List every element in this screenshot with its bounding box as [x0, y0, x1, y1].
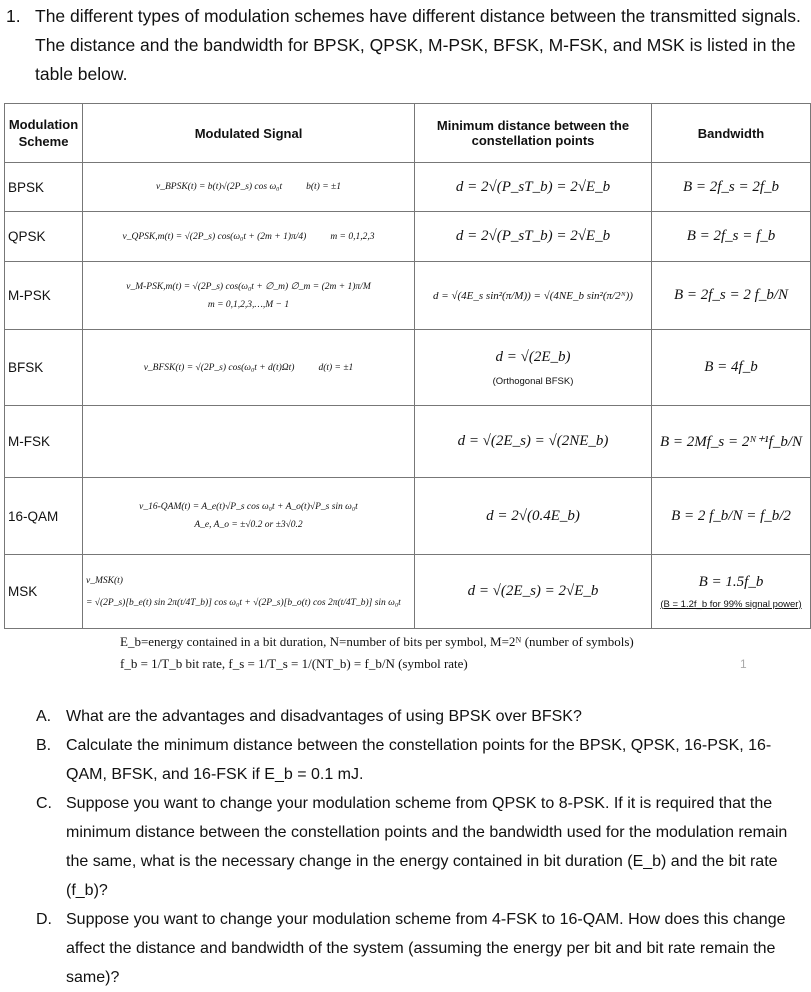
distance-cell: d = 2√(0.4E_b) [415, 478, 652, 555]
scheme-cell: BPSK [5, 163, 83, 212]
scheme-cell: MSK [5, 555, 83, 629]
distance-cell: d = 2√(P_sT_b) = 2√E_b [415, 212, 652, 262]
table-row-qpsk [5, 212, 811, 262]
distance-cell: d = √(4E_s sin²(π/M)) = √(4NE_b sin²(π/2ᴺ)) [415, 262, 652, 330]
question-letter: B. [36, 737, 52, 754]
bandwidth-cell: B = 2f_s = 2f_b [652, 163, 811, 212]
signal-formula: v_16-QAM(t) = A_e(t)√P_s cos ω₀t + A_o(t)√P_s sin ω₀t [139, 502, 358, 512]
header-scheme: Modulation Scheme [5, 104, 83, 163]
signal-aux: d(t) = ±1 [318, 362, 354, 373]
signal-cell [83, 330, 415, 406]
modulation-table [4, 103, 811, 629]
intro-text: The different types of modulation schemes have different distance between the transmitted signals. The distance and the bandwidth for BPSK, QPSK, M-PSK, BFSK, M-FSK, and MSK is listed in the table below. [35, 6, 801, 84]
signal-cell [83, 478, 415, 555]
signal-aux: m = 0,1,2,3,…,M − 1 [207, 299, 290, 310]
table-row-16qam [5, 478, 811, 555]
distance-cell: d = √(2E_s) = 2√E_b [415, 555, 652, 629]
scheme-cell: 16-QAM [5, 478, 83, 555]
header-bandwidth: Bandwidth [652, 104, 811, 163]
signal-formula: v_BPSK(t) = b(t)√(2P_s) cos ω₀t [156, 182, 283, 192]
distance-cell: d = √(2E_s) = √(2NE_b) [415, 406, 652, 478]
bandwidth-formula: B = 1.5f_b [698, 573, 764, 590]
distance-note: (Orthogonal BFSK) [492, 375, 574, 387]
question-text: What are the advantages and disadvantages of using BPSK over BFSK? [66, 708, 582, 725]
question-item [0, 731, 806, 789]
table-row-bpsk [5, 163, 811, 212]
bandwidth-cell: B = 2 f_b/N = f_b/2 [652, 478, 811, 555]
notes-line-2: f_b = 1/T_b bit rate, f_s = 1/T_s = 1/(NT_b) = f_b/N (symbol rate) [120, 656, 468, 671]
signal-formula: v_BFSK(t) = √(2P_s) cos(ω₀t + d(t)Ωt) [143, 362, 295, 373]
signal-aux: = √(2P_s)[b_e(t) sin 2π(t/4T_b)] cos ω₀t + √(2P_s)[b_o(t) cos 2π(t/4T_b)] sin ω₀t [86, 597, 401, 608]
scheme-cell: M-FSK [5, 406, 83, 478]
question-letter: A. [36, 708, 52, 725]
signal-cell [83, 555, 415, 629]
bandwidth-cell [652, 555, 811, 629]
signal-formula: v_QPSK,m(t) = √(2P_s) cos(ω₀t + (2m + 1)π/4) [122, 231, 307, 242]
signal-aux: A_e, A_o = ±√0.2 or ±3√0.2 [194, 520, 303, 530]
distance-cell [415, 330, 652, 406]
scheme-cell: QPSK [5, 212, 83, 262]
bandwidth-cell: B = 2f_s = f_b [652, 212, 811, 262]
bandwidth-note: (B = 1.2f_b for 99% signal power) [660, 598, 802, 610]
question-item [0, 905, 806, 992]
table-notes [120, 631, 800, 675]
signal-formula: v_MSK(t) [86, 575, 123, 586]
table-row-msk [5, 555, 811, 629]
signal-cell [83, 212, 415, 262]
question-text: Suppose you want to change your modulation scheme from 4-FSK to 16-QAM. How does this change affect the distance and bandwidth of the system (assuming the energy per bit and bit rate remain the same)? [66, 911, 786, 986]
signal-aux: m = 0,1,2,3 [330, 231, 375, 242]
signal-cell [83, 163, 415, 212]
header-signal: Modulated Signal [83, 104, 415, 163]
question-text: Calculate the minimum distance between the constellation points for the BPSK, QPSK, 16-PSK, 16-QAM, BFSK, and 16-FSK if E_b = 0.1 mJ. [66, 737, 772, 783]
distance-cell: d = 2√(P_sT_b) = 2√E_b [415, 163, 652, 212]
header-distance: Minimum distance between the constellation points [415, 104, 652, 163]
question-letter: D. [36, 911, 52, 928]
signal-cell [83, 406, 415, 478]
distance-formula: d = √(2E_b) [495, 348, 571, 365]
intro-number: 1. [6, 6, 21, 26]
question-letter: C. [36, 795, 52, 812]
table-row-bfsk [5, 330, 811, 406]
notes-line-1: E_b=energy contained in a bit duration, N=number of bits per symbol, M=2ᴺ (number of symbols) [120, 634, 634, 649]
scheme-cell: M-PSK [5, 262, 83, 330]
question-list [0, 702, 811, 992]
bandwidth-cell: B = 4f_b [652, 330, 811, 406]
table-row-mfsk [5, 406, 811, 478]
page-number: 1 [740, 657, 747, 671]
bandwidth-cell: B = 2f_s = 2 f_b/N [652, 262, 811, 330]
signal-aux: b(t) = ±1 [306, 182, 341, 192]
bandwidth-cell: B = 2Mf_s = 2ᴺ⁺¹f_b/N [652, 406, 811, 478]
question-item [0, 789, 806, 905]
table-row-mpsk [5, 262, 811, 330]
question-text: Suppose you want to change your modulation scheme from QPSK to 8-PSK. If it is required that the minimum distance between the constellation points and the bandwidth used for the modulation remain the same, what is the necessary change in the energy contained in bit duration (E_b) and the bit rate (f_b)? [66, 795, 788, 899]
table-header-row [5, 104, 811, 163]
question-item [0, 702, 806, 731]
scheme-cell: BFSK [5, 330, 83, 406]
signal-formula: v_M-PSK,m(t) = √(2P_s) cos(ω₀t + ∅_m) ∅_m = (2m + 1)π/M [126, 281, 371, 292]
signal-cell [83, 262, 415, 330]
